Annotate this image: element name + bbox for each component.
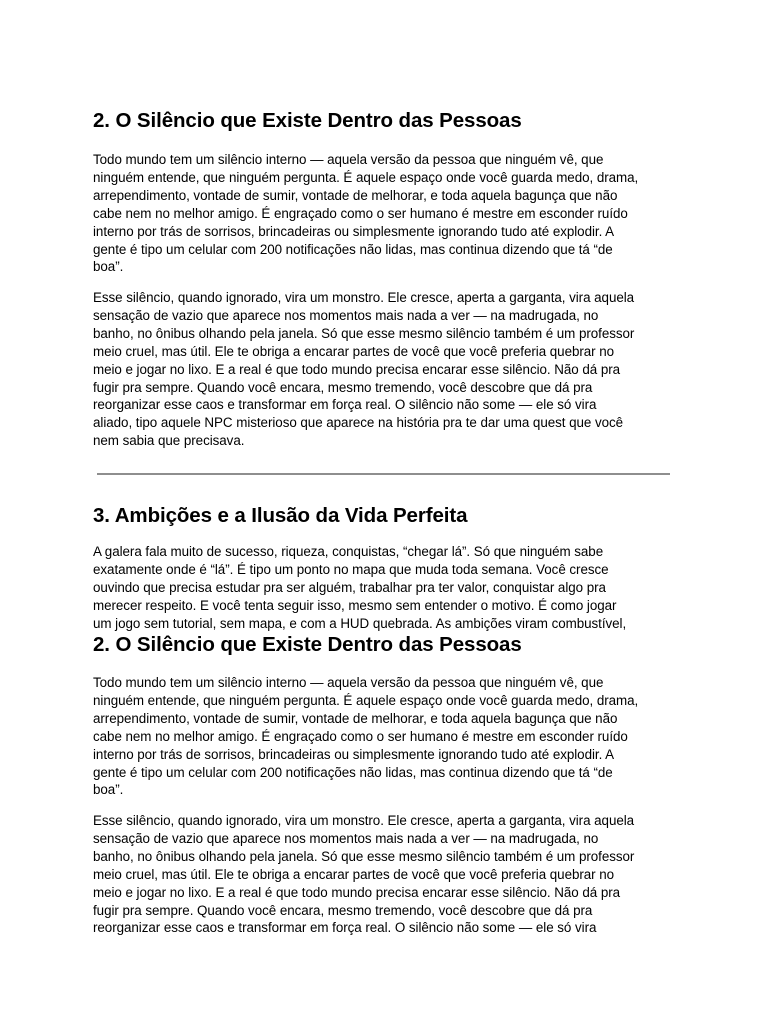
text-line: merecer respeito. E você tenta seguir isso, mesmo sem entender o motivo. É como jogar xyxy=(93,597,617,613)
text-line: meio e jogar no lixo. E a real é que todo mundo precisa encarar esse silêncio. Não dá pra xyxy=(93,361,621,377)
text-line: arrependimento, vontade de sumir, vontade de melhorar, e toda aquela bagunça que não xyxy=(93,710,618,726)
text-line: nem sabia que precisava. xyxy=(93,433,245,449)
text-line: cabe nem no melhor amigo. É engraçado como o ser humano é mestre em esconder ruído xyxy=(93,205,628,221)
text-line: arrependimento, vontade de sumir, vontade de melhorar, e toda aquela bagunça que não xyxy=(93,187,618,203)
section-heading-silencio-repeat: 2. O Silêncio que Existe Dentro das Pessoas xyxy=(93,633,522,656)
text-line: aliado, tipo aquele NPC misterioso que aparece na história pra te dar uma quest que você xyxy=(93,415,624,431)
text-line: meio cruel, mas útil. Ele te obriga a encarar partes de você que você preferia quebrar no xyxy=(93,866,615,882)
text-line: interno por trás de sorrisos, brincadeiras ou simplesmente ignorando tudo até explodir. A xyxy=(93,746,615,762)
section-heading-silencio: 2. O Silêncio que Existe Dentro das Pessoas xyxy=(93,109,522,132)
text-line: Todo mundo tem um silêncio interno — aquela versão da pessoa que ninguém vê, que xyxy=(93,152,604,167)
text-line: um jogo sem tutorial, sem mapa, e com a HUD quebrada. As ambições viram combustível, xyxy=(93,615,627,631)
text-line: sensação de vazio que aparece nos momentos mais nada a ver — na madrugada, no xyxy=(93,307,599,323)
text-line: banho, no ônibus olhando pela janela. Só que esse mesmo silêncio também é um professor xyxy=(93,325,635,341)
text-line: ouvindo que precisa estudar pra ser alguém, trabalhar pra ter valor, conquistar algo pra xyxy=(93,579,606,595)
text-line: ninguém entende, que ninguém pergunta. É aquele espaço onde você guarda medo, drama, xyxy=(93,692,639,708)
paragraph xyxy=(93,674,685,799)
text-line: sensação de vazio que aparece nos momentos mais nada a ver — na madrugada, no xyxy=(93,830,599,846)
paragraph xyxy=(93,543,685,631)
text-line: meio e jogar no lixo. E a real é que todo mundo precisa encarar esse silêncio. Não dá pra xyxy=(93,884,621,900)
text-line: A galera fala muito de sucesso, riqueza, conquistas, “chegar lá”. Só que ninguém sabe xyxy=(93,544,604,559)
text-line: Esse silêncio, quando ignorado, vira um monstro. Ele cresce, aperta a garganta, vira aquela xyxy=(93,290,635,305)
text-line: interno por trás de sorrisos, brincadeiras ou simplesmente ignorando tudo até explodir. A xyxy=(93,223,615,239)
text-line: boa”. xyxy=(93,782,124,798)
text-line: meio cruel, mas útil. Ele te obriga a encarar partes de você que você preferia quebrar no xyxy=(93,343,615,359)
text-line: Todo mundo tem um silêncio interno — aquela versão da pessoa que ninguém vê, que xyxy=(93,675,604,690)
text-line: cabe nem no melhor amigo. É engraçado como o ser humano é mestre em esconder ruído xyxy=(93,728,628,744)
text-line: Esse silêncio, quando ignorado, vira um monstro. Ele cresce, aperta a garganta, vira aquela xyxy=(93,813,635,828)
text-line: gente é tipo um celular com 200 notificações não lidas, mas continua dizendo que tá “de xyxy=(93,241,613,257)
text-line: banho, no ônibus olhando pela janela. Só que esse mesmo silêncio também é um professor xyxy=(93,848,635,864)
text-line: reorganizar esse caos e transformar em força real. O silêncio não some — ele só vira xyxy=(93,920,597,936)
text-line: fugir pra sempre. Quando você encara, mesmo tremendo, você descobre que dá pra xyxy=(93,379,593,395)
text-line: ninguém entende, que ninguém pergunta. É aquele espaço onde você guarda medo, drama, xyxy=(93,169,639,185)
text-line: gente é tipo um celular com 200 notificações não lidas, mas continua dizendo que tá “de xyxy=(93,764,613,780)
text-line: reorganizar esse caos e transformar em força real. O silêncio não some — ele só vira xyxy=(93,397,597,413)
text-line: boa”. xyxy=(93,259,124,275)
text-line: exatamente onde é “lá”. É tipo um ponto no mapa que muda toda semana. Você cresce xyxy=(93,561,609,577)
section-heading-ambicoes: 3. Ambições e a Ilusão da Vida Perfeita xyxy=(93,504,468,527)
text-line: fugir pra sempre. Quando você encara, mesmo tremendo, você descobre que dá pra xyxy=(93,902,593,918)
paragraph xyxy=(93,812,685,937)
